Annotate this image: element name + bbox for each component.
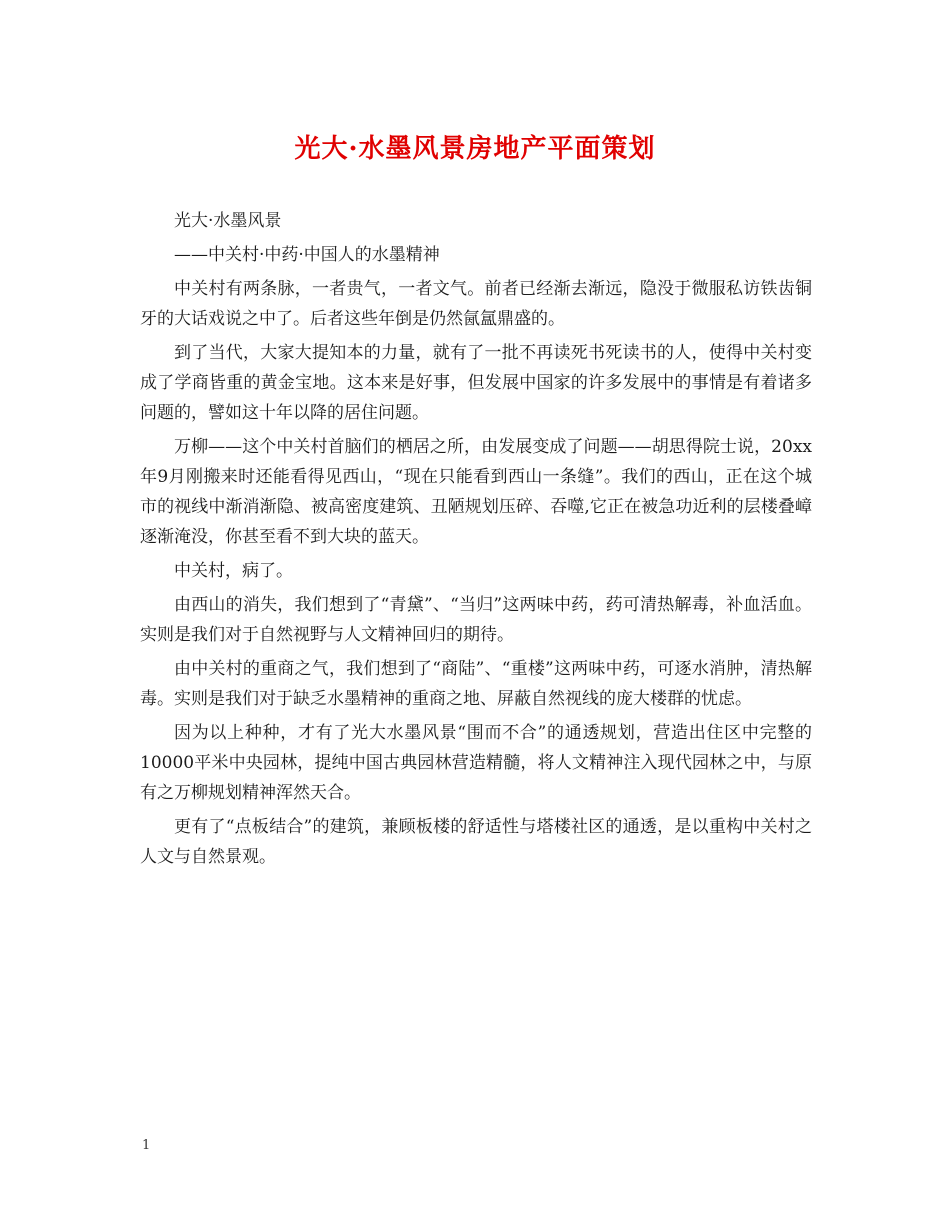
paragraph: 光大·水墨风景 — [174, 211, 282, 231]
document-body — [140, 206, 812, 876]
page-number: 1 — [142, 1138, 151, 1153]
paragraph: 因为以上种种，才有了光大水墨风景“围而不合”的通透规划，营造出住区中完整的10000平米中央园林，提纯中国古典园林营造精髓，将人文精神注入现代园林之中，与原有之万柳规划精神浑然天合。 — [140, 723, 812, 803]
document-title: 光大·水墨风景房地产平面策划 — [294, 134, 656, 164]
paragraph: 更有了“点板结合”的建筑，兼顾板楼的舒适性与塔楼社区的通透，是以重构中关村之人文与自然景观。 — [140, 817, 812, 867]
paragraph: 万柳——这个中关村首脑们的栖居之所，由发展变成了问题——胡思得院士说，20xx年9月刚搬来时还能看得见西山，“现在只能看到西山一条缝”。我们的西山，正在这个城市的视线中渐消渐隐、被高密度建筑、丑陋规划压碎、吞噬,它正在被急功近利的层楼叠嶂逐渐淹没，你甚至看不到大块的蓝天。 — [140, 437, 812, 547]
paragraph: 中关村，病了。 — [174, 561, 293, 581]
paragraph: 由中关村的重商之气，我们想到了“商陆”、“重楼”这两味中药，可逐水消肿，清热解毒。实则是我们对于缺乏水墨精神的重商之地、屏蔽自然视线的庞大楼群的忧虑。 — [140, 659, 812, 709]
paragraph: 中关村有两条脉，一者贵气，一者文气。前者已经渐去渐远，隐没于微服私访铁齿铜牙的大话戏说之中了。后者这些年倒是仍然氤氲鼎盛的。 — [140, 279, 812, 329]
paragraph: ——中关村·中药·中国人的水墨精神 — [174, 245, 440, 265]
paragraph: 到了当代，大家大提知本的力量，就有了一批不再读死书死读书的人，使得中关村变成了学商皆重的黄金宝地。这本来是好事，但发展中国家的许多发展中的事情是有着诸多问题的，譬如这十年以降的居住问题。 — [140, 343, 812, 423]
paragraph: 由西山的消失，我们想到了“青黛”、“当归”这两味中药，药可清热解毒，补血活血。实则是我们对于自然视野与人文精神回归的期待。 — [140, 595, 812, 645]
